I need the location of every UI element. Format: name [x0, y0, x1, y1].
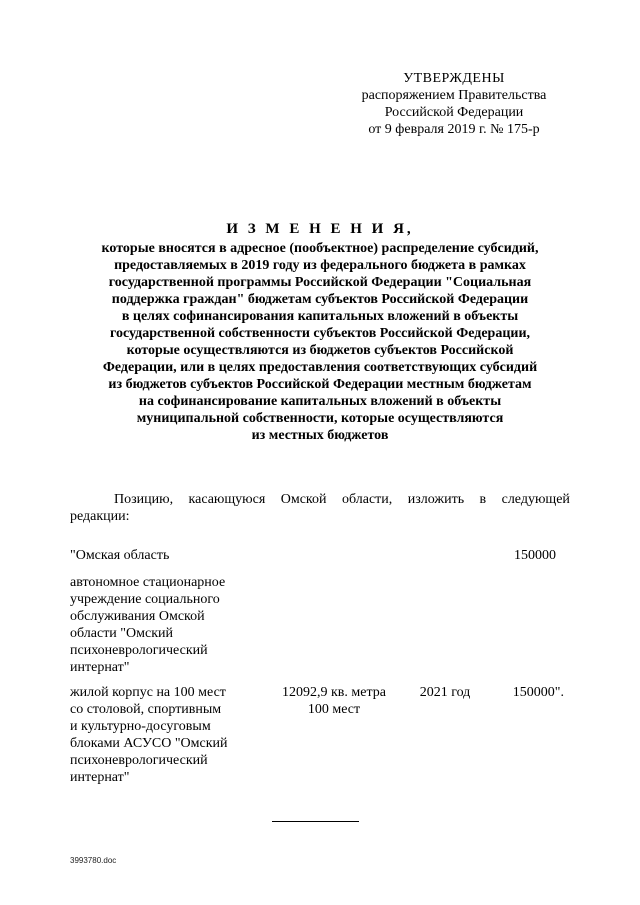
document-title: И З М Е Н Е Н И Я, [226, 221, 414, 237]
region-amount: 150000 [514, 548, 556, 563]
document-heading [70, 221, 570, 444]
heading-line: Федерации, или в целях предоставления соответствующих субсидий [102, 360, 538, 375]
institution-line: обслуживания Омской [70, 609, 205, 624]
document-code: 3993780.doc [70, 856, 117, 865]
object-line: блоками АСУСО "Омский [70, 736, 228, 751]
heading-line: государственной программы Российской Федерации "Социальная [108, 275, 532, 290]
approval-issuer-country: Российской Федерации [384, 105, 524, 120]
institution-line: автономное стационарное [70, 575, 226, 590]
paragraph-word: изложить [407, 492, 465, 507]
heading-line: которые вносятся в адресное (пообъектное) распределение субсидий, [101, 241, 539, 256]
approval-date-number: от 9 февраля 2019 г. № 175-р [368, 122, 540, 137]
object-line: и культурно-досуговым [70, 719, 211, 734]
heading-line: поддержка граждан" бюджетам субъектов Российской Федерации [111, 292, 529, 307]
paragraph-word: следующей [501, 492, 570, 507]
approval-block [340, 70, 568, 138]
object-line: жилой корпус на 100 мест [70, 685, 226, 700]
object-line: интернат" [70, 770, 130, 785]
heading-line: государственной собственности субъектов Российской Федерации, [109, 326, 531, 341]
object-year: 2021 год [419, 685, 471, 700]
heading-line: из местных бюджетов [251, 428, 389, 443]
closing-rule [272, 821, 359, 822]
body-paragraph [70, 491, 570, 525]
institution-line: интернат" [70, 660, 130, 675]
capacity-places: 100 мест [307, 702, 361, 717]
object-line: со столовой, спортивным [70, 702, 222, 717]
institution-line: психоневрологический [70, 643, 208, 658]
heading-line: из бюджетов субъектов Российской Федерации местным бюджетам [108, 377, 532, 392]
institution-name [70, 574, 245, 676]
paragraph-word: касающуюся [188, 492, 266, 507]
object-name [70, 684, 245, 786]
paragraph-word: Позицию, [114, 492, 174, 507]
paragraph-word: области, [341, 492, 393, 507]
heading-line: в целях софинансирования капитальных вложений в объекты [121, 309, 519, 324]
heading-line: на софинансирование капитальных вложений в объекты [138, 394, 502, 409]
paragraph-word: в [479, 492, 487, 507]
paragraph-line-1 [70, 491, 570, 508]
paragraph-word: Омской [280, 492, 327, 507]
institution-line: области "Омский [70, 626, 173, 641]
heading-line: которые осуществляются из бюджетов субъектов Российской [126, 343, 514, 358]
region-name: "Омская область [70, 548, 170, 563]
object-capacity [270, 684, 398, 718]
object-line: психоневрологический [70, 753, 208, 768]
paragraph-line-2: редакции: [70, 509, 130, 524]
approval-title: УТВЕРЖДЕНЫ [403, 71, 505, 86]
object-amount: 150000". [512, 685, 564, 700]
capacity-area: 12092,9 кв. метра [282, 685, 386, 700]
heading-line: муниципальной собственности, которые осуществляются [136, 411, 504, 426]
institution-line: учреждение социального [70, 592, 220, 607]
heading-line: предоставляемых в 2019 году из федерального бюджета в рамках [114, 258, 526, 273]
approval-issuer: распоряжением Правительства [361, 88, 547, 103]
